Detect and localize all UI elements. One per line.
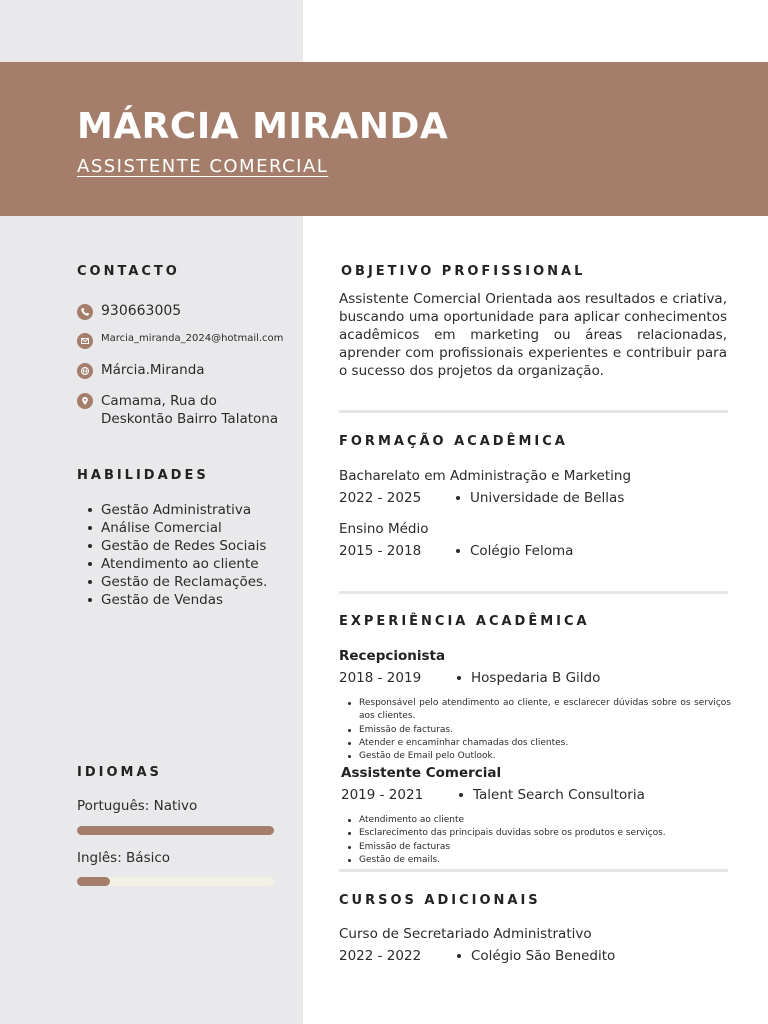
- job-title: Assistente Comercial: [341, 765, 502, 781]
- language-bar-fill: [77, 826, 274, 835]
- skill-item: Gestão de Reclamações.: [77, 573, 267, 591]
- skill-item: Gestão de Vendas: [77, 591, 267, 609]
- skills-heading: HABILIDADES: [77, 468, 209, 483]
- email-icon: [77, 333, 93, 349]
- contact-web: [77, 362, 205, 379]
- phone-icon: [77, 304, 93, 320]
- contact-address: [77, 392, 278, 428]
- contact-heading: CONTACTO: [77, 264, 180, 279]
- education-years: 2015 - 2018: [339, 543, 422, 559]
- section-divider: [339, 869, 728, 872]
- languages-heading: IDIOMAS: [77, 765, 162, 780]
- experience-heading: EXPERIÊNCIA ACADÊMICA: [339, 614, 590, 629]
- bullet-dot: [457, 954, 461, 958]
- skill-item: Gestão Administrativa: [77, 501, 267, 519]
- language-label-portuguese: Português: Nativo: [77, 798, 198, 814]
- job-title: Recepcionista: [339, 648, 446, 664]
- web-handle[interactable]: Márcia.Miranda: [101, 362, 205, 378]
- job-place-row: [457, 670, 600, 686]
- job-tasks: [339, 697, 731, 763]
- contact-email: [77, 332, 283, 349]
- bullet-dot: [457, 676, 461, 680]
- email-address[interactable]: Marcia_miranda_2024@hotmail.com: [101, 333, 284, 344]
- address-text: [101, 392, 278, 428]
- job-task: Emissão de facturas.: [339, 724, 731, 737]
- language-bar-english: [77, 877, 274, 886]
- job-task: Atendimento ao cliente: [339, 814, 731, 827]
- address-line-1: Camama, Rua do: [101, 393, 217, 409]
- job-place-row: [459, 787, 645, 803]
- objective-heading: OBJETIVO PROFISSIONAL: [341, 264, 586, 279]
- job-task: Atender e encaminhar chamadas dos clientes.: [339, 737, 731, 750]
- skill-item: Atendimento ao cliente: [77, 555, 267, 573]
- education-degree: Ensino Médio: [339, 521, 429, 537]
- job-tasks: [339, 814, 731, 867]
- bullet-dot: [459, 793, 463, 797]
- education-heading: FORMAÇÃO ACADÊMICA: [339, 434, 568, 449]
- skills-list: [77, 501, 267, 609]
- language-bar-fill: [77, 877, 110, 886]
- education-school-row: [456, 490, 624, 506]
- job-place: Talent Search Consultoria: [473, 787, 645, 803]
- skill-item: Gestão de Redes Sociais: [77, 537, 267, 555]
- course-years: 2022 - 2022: [339, 948, 422, 964]
- job-task: Gestão de Email pelo Outlook.: [339, 750, 731, 763]
- section-divider: [339, 410, 728, 413]
- job-years: 2019 - 2021: [341, 787, 424, 803]
- education-years: 2022 - 2025: [339, 490, 422, 506]
- course-name: Curso de Secretariado Administrativo: [339, 926, 592, 942]
- education-school: Universidade de Bellas: [470, 490, 625, 506]
- course-place-row: [457, 948, 615, 964]
- education-school: Colégio Feloma: [470, 543, 574, 559]
- job-years: 2018 - 2019: [339, 670, 422, 686]
- bullet-dot: [456, 549, 460, 553]
- globe-icon: [77, 363, 93, 379]
- job-task: Responsável pelo atendimento ao cliente, e esclarecer dúvidas sobre os serviços aos clientes.: [339, 697, 731, 724]
- contact-phone: [77, 303, 181, 320]
- course-place: Colégio São Benedito: [471, 948, 616, 964]
- education-school-row: [456, 543, 573, 559]
- bullet-dot: [456, 496, 460, 500]
- section-divider: [339, 591, 728, 594]
- address-line-2: Deskontão Bairro Talatona: [101, 411, 279, 427]
- candidate-name: MÁRCIA MIRANDA: [77, 106, 449, 147]
- skill-item: Análise Comercial: [77, 519, 267, 537]
- candidate-role: ASSISTENTE COMERCIAL: [77, 156, 329, 177]
- courses-heading: CURSOS ADICIONAIS: [339, 893, 541, 908]
- objective-text: Assistente Comercial Orientada aos resultados e criativa, buscando uma oportunidade para aplicar conhecimentos acadêmicos em marketing ou áreas relacionadas, aprender com profissionais experientes e contribuir para o sucesso dos projetos da organização.: [339, 291, 727, 379]
- language-bar-portuguese: [77, 826, 274, 835]
- job-task: Emissão de facturas: [339, 841, 731, 854]
- job-place: Hospedaria B Gildo: [471, 670, 601, 686]
- location-pin-icon: [77, 393, 93, 409]
- job-task: Gestão de emails.: [339, 854, 731, 867]
- language-label-english: Inglês: Básico: [77, 850, 171, 866]
- education-degree: Bacharelato em Administração e Marketing: [339, 468, 632, 484]
- job-task: Esclarecimento das principais duvidas sobre os produtos e serviços.: [339, 827, 731, 840]
- phone-number[interactable]: 930663005: [101, 303, 182, 319]
